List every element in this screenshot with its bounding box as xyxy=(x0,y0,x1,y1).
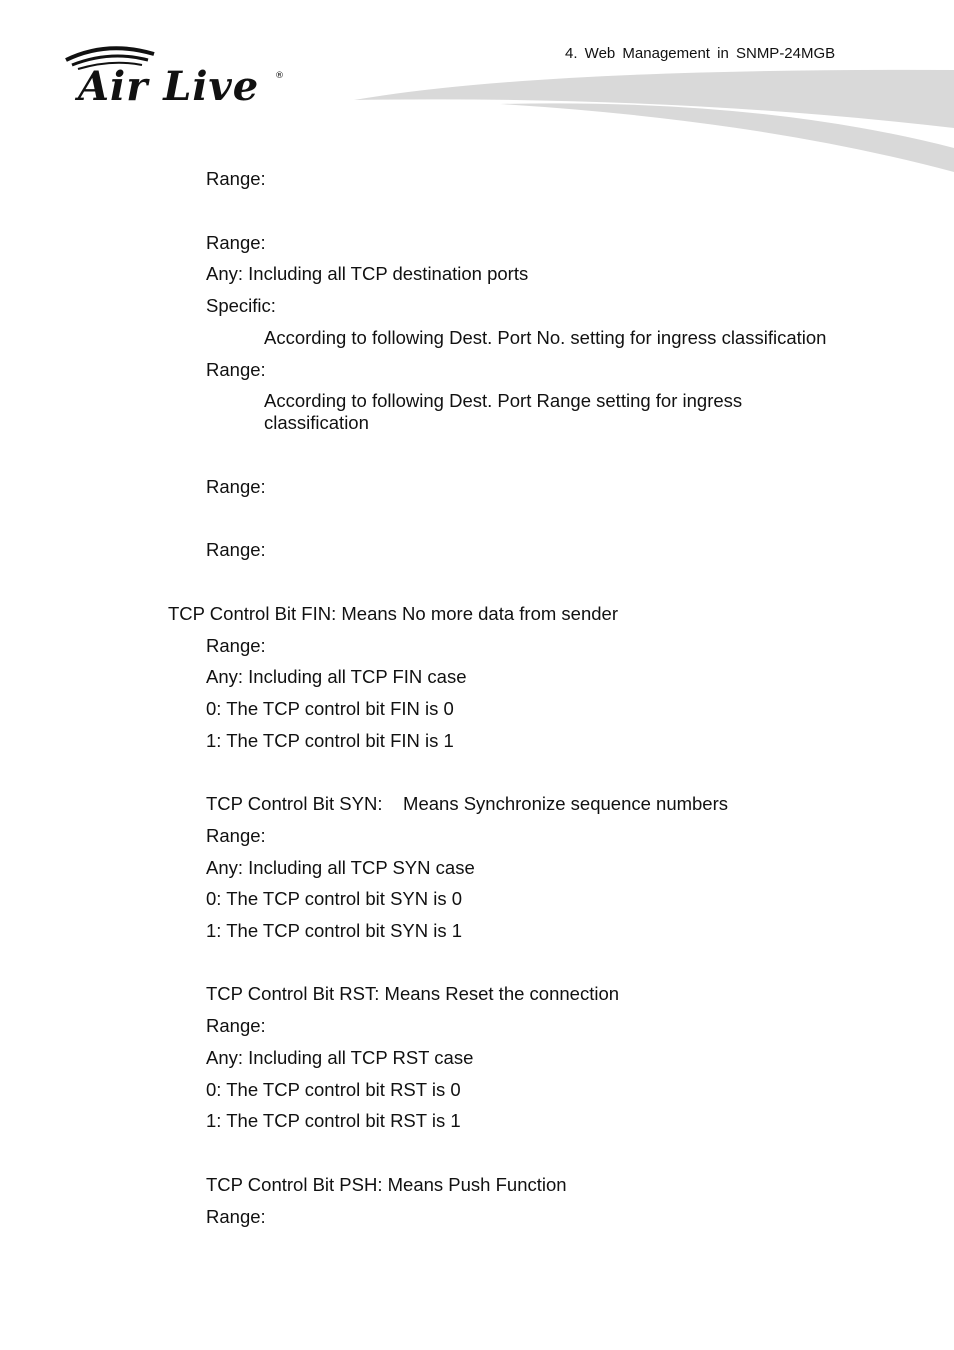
text-line: TCP Control Bit FIN: Means No more data from sender xyxy=(168,603,618,624)
text-line: Range: xyxy=(206,232,266,253)
text-line: 0: The TCP control bit FIN is 0 xyxy=(206,698,454,719)
text-line: Range: xyxy=(206,825,266,846)
svg-text:Air Live: Air Live xyxy=(78,63,260,110)
text-line: 1: The TCP control bit SYN is 1 xyxy=(206,920,463,941)
text-line: Any: Including all TCP SYN case xyxy=(206,857,475,878)
text-line: Specific: xyxy=(206,295,276,316)
text-line: Range: xyxy=(206,1206,266,1227)
text-line: Range: xyxy=(206,539,266,560)
text-line: TCP Control Bit SYN: Means Synchronize sequence numbers xyxy=(206,793,729,814)
text-line: 1: The TCP control bit RST is 1 xyxy=(206,1110,461,1131)
chapter-header: 4. Web Management in SNMP-24MGB xyxy=(565,45,836,62)
text-line: Range: xyxy=(206,1015,266,1036)
text-line: TCP Control Bit RST: Means Reset the connection xyxy=(206,983,620,1004)
svg-text:®: ® xyxy=(275,71,284,81)
text-line: According to following Dest. Port No. setting for ingress classification xyxy=(264,327,827,348)
text-line: According to following Dest. Port Range setting for ingress xyxy=(264,390,743,411)
text-line: Any: Including all TCP destination ports xyxy=(206,263,529,284)
text-line: Range: xyxy=(206,635,266,656)
header-swoosh-decoration xyxy=(340,60,954,190)
text-line: Range: xyxy=(206,168,266,189)
text-line: Any: Including all TCP RST case xyxy=(206,1047,474,1068)
text-line: TCP Control Bit PSH: Means Push Function xyxy=(206,1174,567,1195)
text-line: 0: The TCP control bit SYN is 0 xyxy=(206,888,463,909)
text-line: Any: Including all TCP FIN case xyxy=(206,666,467,687)
text-line: classification xyxy=(264,412,369,433)
text-line: 0: The TCP control bit RST is 0 xyxy=(206,1079,461,1100)
text-line: Range: xyxy=(206,359,266,380)
text-line: 1: The TCP control bit FIN is 1 xyxy=(206,730,454,751)
text-line: Range: xyxy=(206,476,266,497)
airlive-logo xyxy=(62,38,292,110)
